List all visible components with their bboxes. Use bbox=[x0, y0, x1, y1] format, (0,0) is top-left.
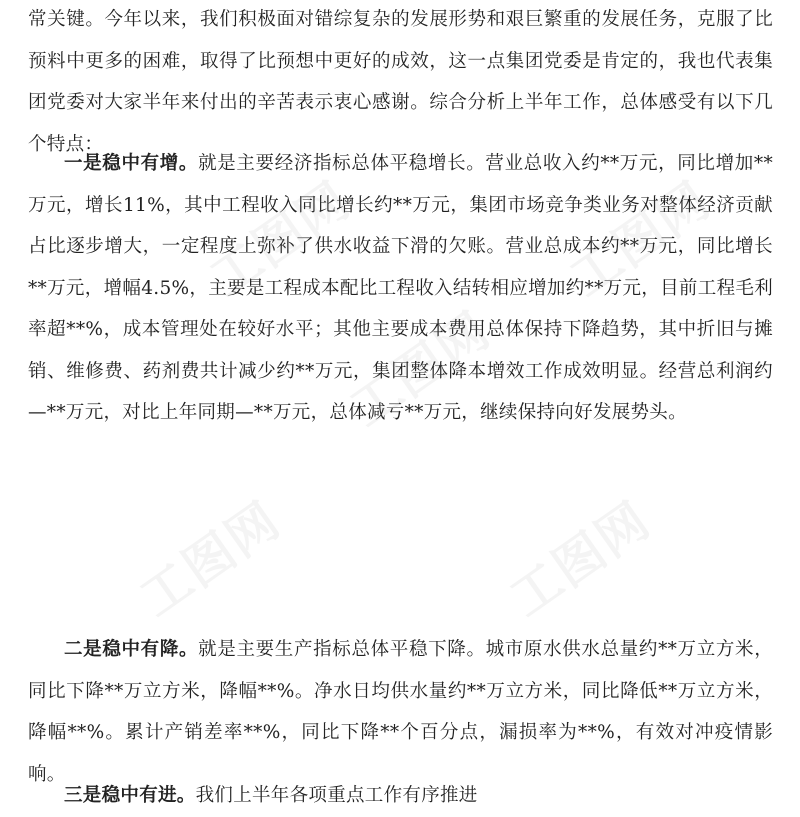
paragraph-4-text: 我们上半年各项重点工作有序推进 bbox=[195, 785, 478, 806]
paragraph-2-heading: 一是稳中有增。 bbox=[64, 153, 199, 174]
watermark-text: 工图网 bbox=[129, 490, 291, 628]
paragraph-2-text: 就是主要经济指标总体平稳增长。营业总收入约**万元，同比增加**万元，增长11%，其中工程收入同比增长约**万元，集团市场竞争类业务对整体经济贡献占比逐步增大，一定程度上弥补了供水收益下滑的欠账。营业总成本约**万元，同比增长**万元，增幅4.5%，主要是工程成本配比工程收入结转相应增加约**万元，目前工程毛利率超**%，成本管理处在较好水平；其他主要成本费用总体保持下降趋势，其中折旧与摊销、维修费、药剂费共计减少约**万元，集团整体降本增效工作成效明显。经营总利润约—**万元，对比上年同期—**万元，总体减亏**万元，继续保持向好发展势头。 bbox=[28, 153, 773, 423]
watermark-text: 工图网 bbox=[559, 170, 721, 308]
paragraph-4 bbox=[28, 775, 773, 817]
paragraph-3-text: 就是主要生产指标总体平稳下降。城市原水供水总量约**万立方米，同比下降**万立方米，降幅**%。净水日均供水量约**万立方米，同比降低**万立方米，降幅**%。累计产销差率**%，同比下降**个百分点，漏损率为**%，有效对冲疫情影响。 bbox=[28, 639, 773, 785]
paragraph-3 bbox=[28, 629, 773, 795]
paragraph-3-heading: 二是稳中有降。 bbox=[64, 639, 199, 660]
paragraph-2 bbox=[28, 143, 773, 434]
paragraph-1-text: 常关键。今年以来，我们积极面对错综复杂的发展形势和艰巨繁重的发展任务，克服了比预料中更多的困难，取得了比预想中更好的成效，这一点集团党委是肯定的，我也代表集团党委对大家半年来付出的辛苦表示衷心感谢。综合分析上半年工作，总体感受有以下几个特点： bbox=[28, 9, 773, 155]
watermark-text: 工图网 bbox=[199, 170, 361, 308]
watermark-text: 工图网 bbox=[499, 490, 661, 628]
paragraph-4-heading: 三是稳中有进。 bbox=[64, 785, 196, 806]
paragraph-1 bbox=[28, 0, 773, 165]
watermark-text: 工图网 bbox=[339, 300, 501, 438]
